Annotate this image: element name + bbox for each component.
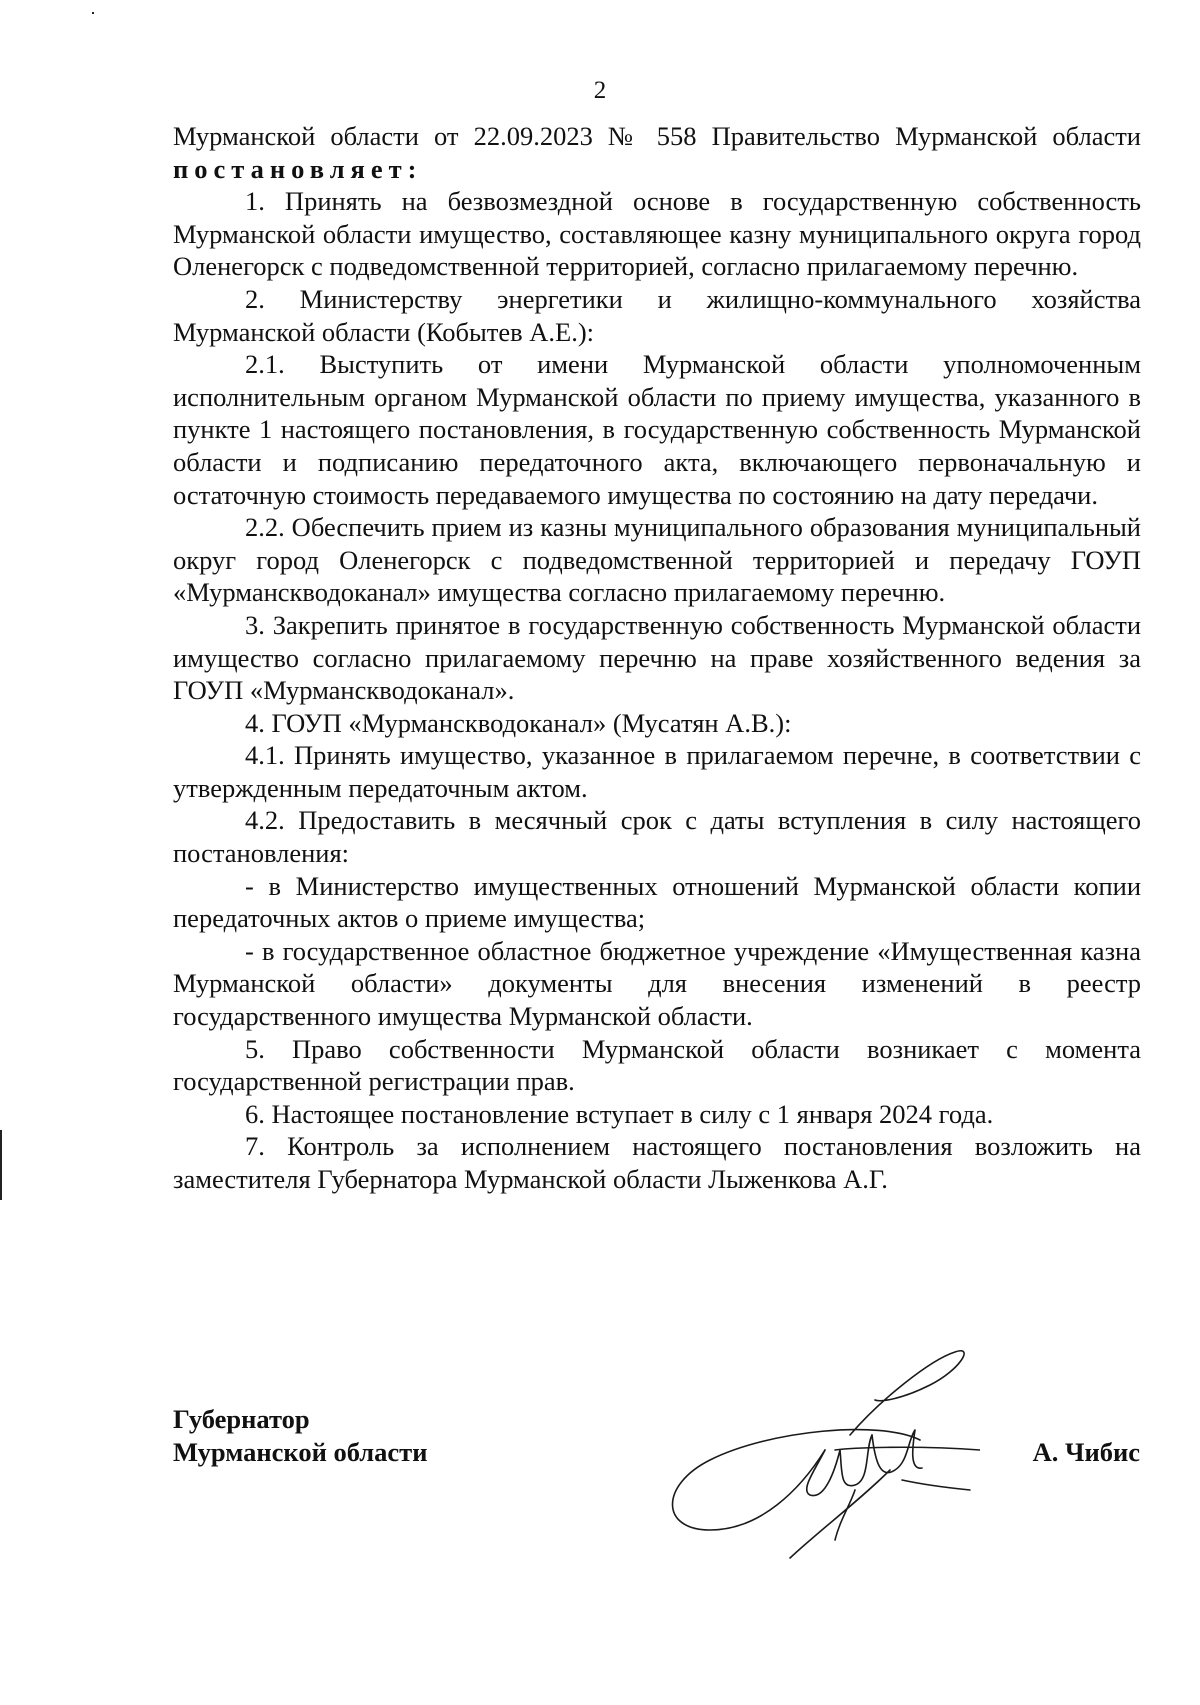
signatory-position — [173, 1403, 427, 1469]
page-number: 2 — [593, 77, 607, 104]
intro-text: Мурманской области от 22.09.2023 № 558 Правительство Мурманской области — [173, 121, 1141, 151]
paragraph-item-2-1: 2.1. Выступить от имени Мурманской области уполномоченным исполнительным органом Мурманской области по приему имущества, указанного в пункте 1 настоящего постановления, в государственную собственность Мурманской области и подписанию передаточного акта, включающего первоначальную и остаточную стоимость передаваемого имущества по состоянию на дату передачи. — [173, 349, 1141, 510]
document-body — [173, 120, 1141, 1196]
paragraph-item-4-2: 4.2. Предоставить в месячный срок с даты вступления в силу настоящего постановления: — [173, 805, 1141, 869]
paragraph-item-2: 2. Министерству энергетики и жилищно-коммунального хозяйства Мурманской области (Кобытев А.Е.): — [173, 283, 1141, 347]
paragraph-item-1: 1. Принять на безвозмездной основе в государственную собственность Мурманской области имущество, составляющее казну муниципального округа город Оленегорск с подведомственной территорией, согласно прилагаемому перечню. — [173, 186, 1141, 282]
paragraph-item-2-2: 2.2. Обеспечить прием из казны муниципального образования муниципальный округ город Оленегорск с подведомственной территорией и передачу ГОУП «Мурманскводоканал» имущества согласно прилагаемому перечню. — [173, 512, 1141, 608]
paragraph-item-7: 7. Контроль за исполнением настоящего постановления возложить на заместителя Губернатора Мурманской области Лыженкова А.Г. — [173, 1131, 1141, 1194]
scan-edge-mark — [0, 1130, 2, 1200]
paragraph-item-4: 4. ГОУП «Мурманскводоканал» (Мусатян А.В.): — [245, 707, 792, 738]
handwritten-signature — [650, 1340, 980, 1560]
paragraph-item-3: 3. Закрепить принятое в государственную собственность Мурманской области имущество согласно прилагаемому перечню на праве хозяйственного ведения за ГОУП «Мурманскводоканал». — [173, 609, 1141, 706]
signatory-position-line1: Губернатор — [173, 1404, 310, 1434]
paragraph-item-6: 6. Настоящее постановление вступает в силу с 1 января 2024 года. — [245, 1098, 994, 1129]
resolution-keyword: постановляет: — [173, 153, 423, 184]
paragraph-subitem-treasury: - в государственное областное бюджетное учреждение «Имущественная казна Мурманской области» документы для внесения изменений в реестр государственного имущества Мурманской области. — [173, 935, 1141, 1032]
paragraph-intro — [173, 120, 1141, 185]
signatory-name: А. Чибис — [1032, 1437, 1140, 1467]
signatory-position-line2: Мурманской области — [173, 1437, 428, 1467]
paragraph-item-4-1: 4.1. Принять имущество, указанное в прилагаемом перечне, в соответствии с утвержденным передаточным актом. — [173, 740, 1141, 803]
paragraph-item-5: 5. Право собственности Мурманской области возникает с момента государственной регистрации прав. — [173, 1033, 1141, 1097]
paragraph-subitem-ministry: - в Министерство имущественных отношений Мурманской области копии передаточных актов о приеме имущества; — [173, 870, 1141, 934]
scan-dot — [92, 12, 94, 14]
